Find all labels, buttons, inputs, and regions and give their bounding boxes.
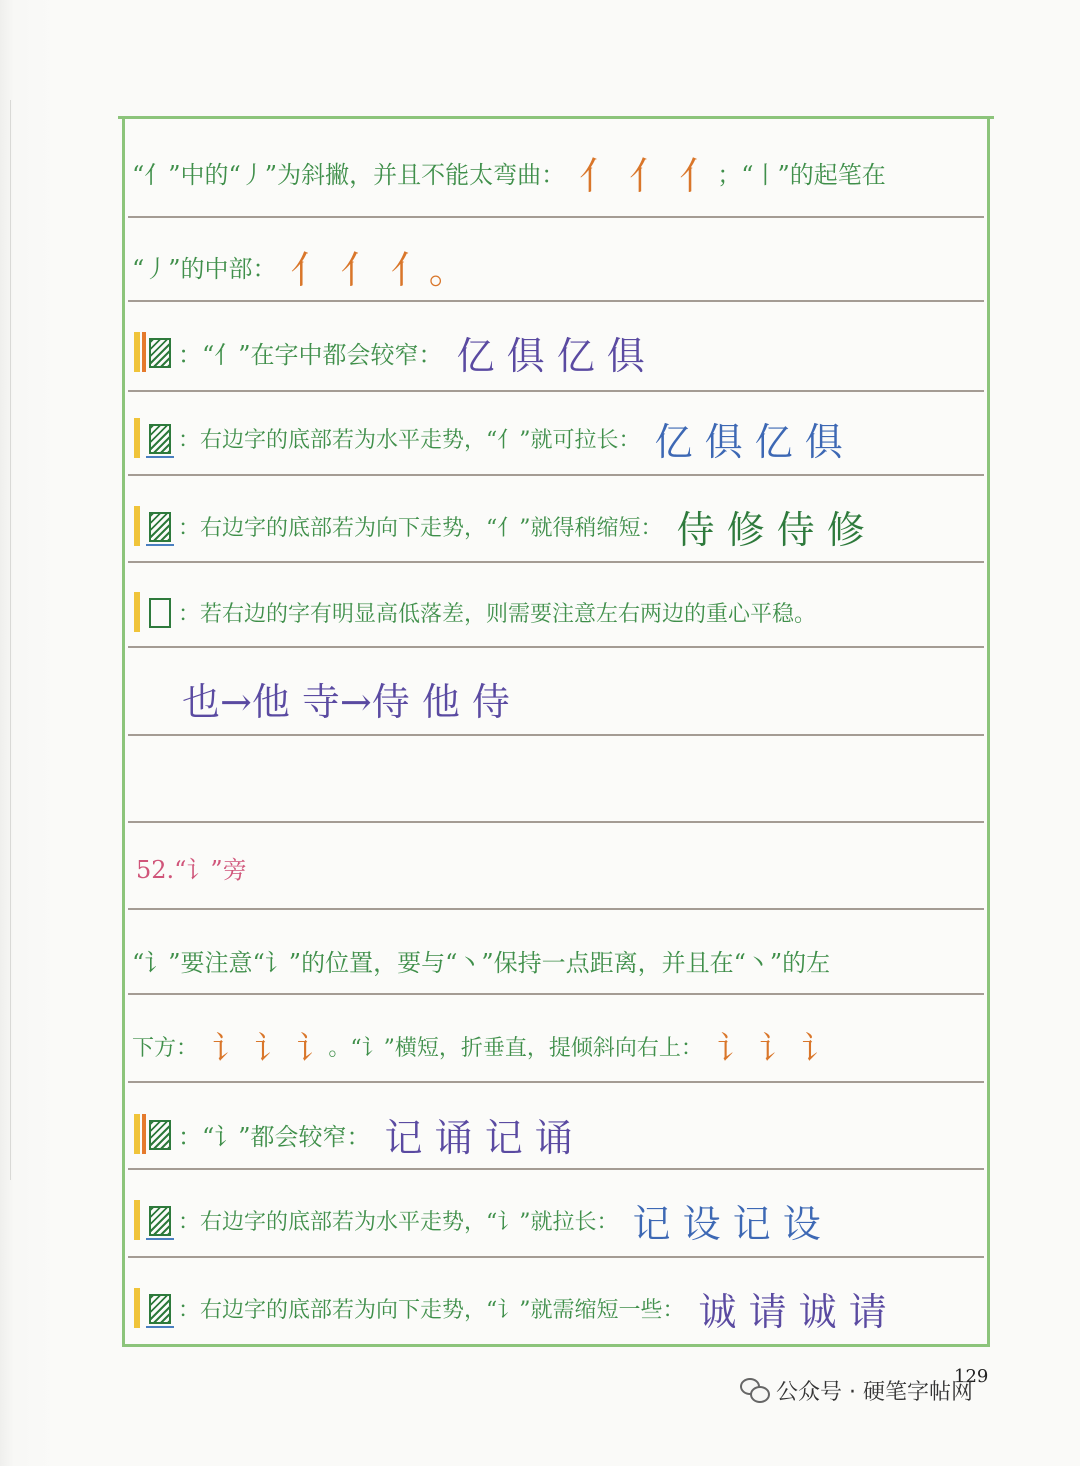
sample-characters: 亻 亻 亻。 bbox=[290, 247, 467, 292]
text-line-12 bbox=[132, 1190, 982, 1250]
rule-line bbox=[128, 1168, 984, 1170]
line-text: “亻”中的“丿”为斜撇，并且不能太弯曲： bbox=[132, 160, 566, 189]
rule-line bbox=[128, 908, 984, 910]
line-text: ：“亻”在字中都会较窄： bbox=[178, 340, 443, 369]
sample-characters: 也→他 寺→侍 他 侍 bbox=[182, 679, 510, 724]
line-text: 下方： bbox=[132, 1035, 199, 1061]
sample-characters: 侍 修 侍 修 bbox=[676, 507, 865, 552]
radical-diagram-icon bbox=[132, 1198, 174, 1242]
line-text: 。“讠”横短，折垂直，提倾斜向右上： bbox=[328, 1035, 703, 1061]
line-text: ：右边字的底部若为向下走势，“亻”就得稍缩短： bbox=[178, 515, 663, 541]
radical-diagram-icon bbox=[132, 416, 174, 460]
sample-characters: 亻 亻 亻 bbox=[579, 153, 718, 198]
binding-line bbox=[10, 100, 11, 1180]
wechat-icon bbox=[740, 1376, 768, 1404]
rule-line bbox=[128, 390, 984, 392]
line-text: ：若右边的字有明显高低落差，则需要注意左右两边的重心平稳。 bbox=[178, 601, 817, 627]
rule-line bbox=[128, 474, 984, 476]
radical-diagram-icon bbox=[132, 330, 174, 374]
rule-line bbox=[128, 1256, 984, 1258]
text-line-9 bbox=[132, 930, 982, 990]
rule-line bbox=[128, 734, 984, 736]
sample-characters: 诚 请 诚 请 bbox=[698, 1289, 887, 1334]
section-heading: 52.“讠”旁 bbox=[136, 856, 247, 884]
line-text: “丿”的中部： bbox=[132, 254, 277, 283]
rule-line bbox=[128, 993, 984, 995]
sample-characters: 记 设 记 设 bbox=[632, 1201, 821, 1246]
radical-diagram-icon bbox=[132, 504, 174, 548]
line-text: “讠”要注意“讠”的位置，要与“丶”保持一点距离，并且在“丶”的左 bbox=[132, 948, 831, 977]
text-line-3 bbox=[132, 322, 982, 382]
rule-line bbox=[128, 646, 984, 648]
rule-line bbox=[128, 561, 984, 563]
sample-characters: 亿 俱 亿 俱 bbox=[456, 333, 645, 378]
sample-characters: 记 诵 记 诵 bbox=[384, 1115, 573, 1160]
rule-line bbox=[128, 216, 984, 218]
sample-characters: 亿 俱 亿 俱 bbox=[654, 419, 843, 464]
text-line-6 bbox=[132, 582, 982, 642]
text-line-13 bbox=[132, 1278, 982, 1338]
frame-top-edge bbox=[118, 116, 994, 119]
page-number: 129 bbox=[954, 1366, 989, 1387]
radical-diagram-icon bbox=[132, 1112, 174, 1156]
rule-line bbox=[128, 1081, 984, 1083]
text-line-7 bbox=[182, 668, 1032, 728]
sample-characters: 讠 讠 讠 bbox=[212, 1029, 329, 1067]
text-line-2 bbox=[132, 236, 982, 296]
radical-diagram-icon bbox=[132, 1286, 174, 1330]
line-text: ：右边字的底部若为水平走势，“亻”就可拉长： bbox=[178, 427, 641, 453]
line-text: ；“丨”的起笔在 bbox=[717, 160, 886, 189]
rule-line bbox=[128, 300, 984, 302]
radical-diagram-icon bbox=[132, 590, 174, 634]
rule-line bbox=[128, 821, 984, 823]
text-line-11 bbox=[132, 1104, 982, 1164]
line-text: ：右边字的底部若为水平走势，“讠”就拉长： bbox=[178, 1209, 619, 1235]
text-line-10 bbox=[132, 1016, 982, 1076]
line-text: ：“讠”都会较窄： bbox=[178, 1122, 371, 1151]
text-line-1 bbox=[132, 142, 982, 202]
footer-watermark bbox=[740, 1372, 973, 1408]
line-text: ：右边字的底部若为向下走势，“讠”就需缩短一些： bbox=[178, 1297, 685, 1323]
text-line-5 bbox=[132, 496, 982, 556]
sample-characters: 讠 讠 讠 bbox=[716, 1029, 834, 1067]
text-line-4 bbox=[132, 408, 982, 468]
account-name: 公众号 · 硬笔字帖网 bbox=[776, 1379, 973, 1405]
